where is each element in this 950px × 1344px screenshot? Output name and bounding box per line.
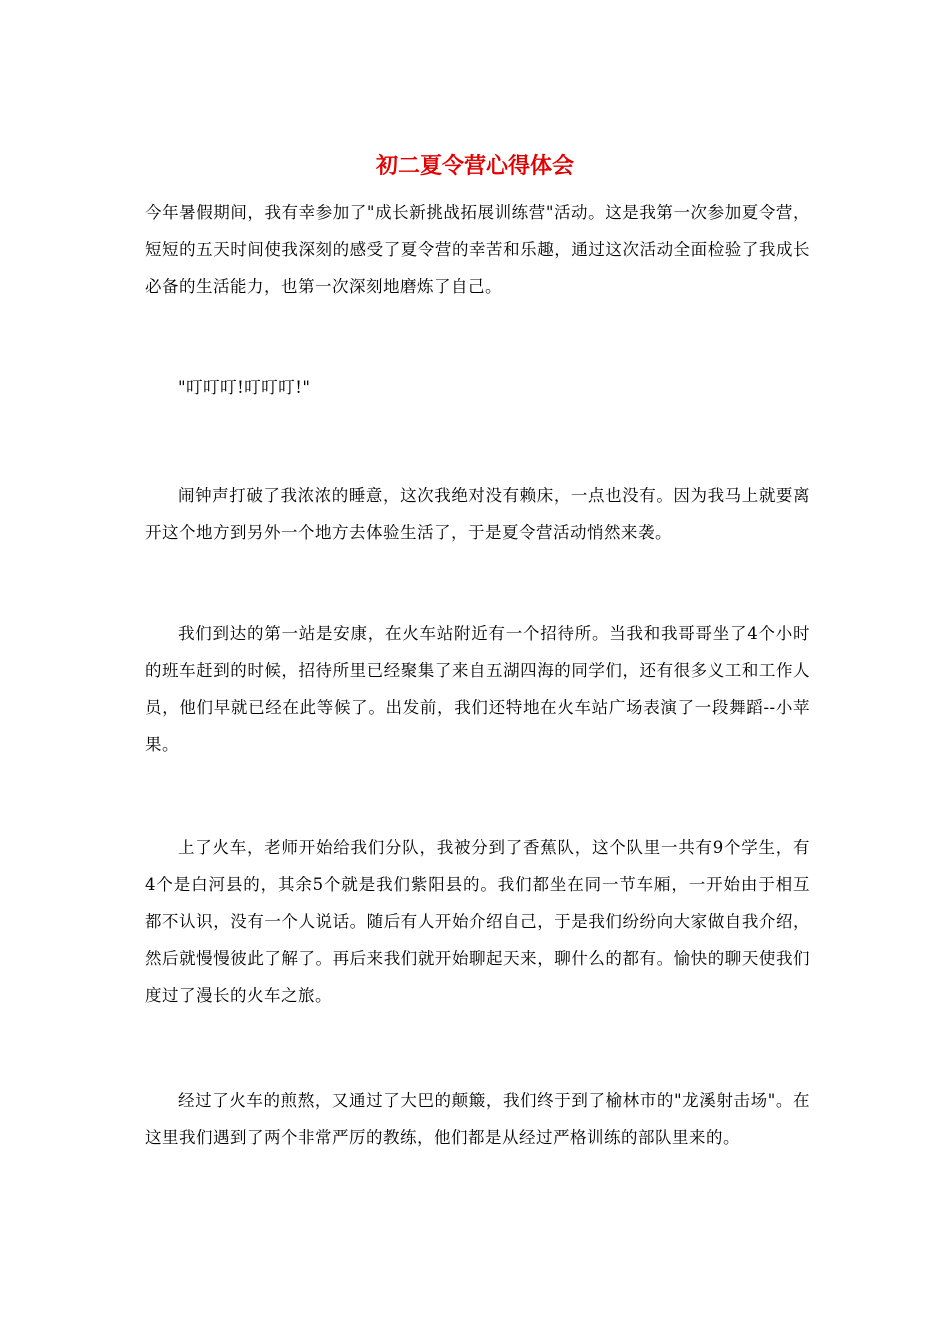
document-title: 初二夏令营心得体会 [375, 154, 574, 179]
paragraph-alarm-clock: 闹钟声打破了我浓浓的睡意，这次我绝对没有赖床，一点也没有。因为我马上就要离开这个地方到另外一个地方去体验生活了，于是夏令营活动悄然来袭。 [145, 486, 810, 542]
paragraph-shooting-range: 经过了火车的煎熬，又通过了大巴的颠簸，我们终于到了榆林市的"龙溪射击场"。在这里我们遇到了两个非常严厉的教练，他们都是从经过严格训练的部队里来的。 [145, 1091, 810, 1147]
paragraph-first-stop: 我们到达的第一站是安康，在火车站附近有一个招待所。当我和我哥哥坐了4个小时的班车赶到的时候，招待所里已经聚集了来自五湖四海的同学们，还有很多义工和工作人员，他们早就已经在此等候了。出发前，我们还特地在火车站广场表演了一段舞蹈--小苹果。 [145, 624, 810, 754]
paragraph-alarm-sound: "叮叮叮!叮叮叮!" [178, 378, 311, 397]
paragraph-intro: 今年暑假期间，我有幸参加了"成长新挑战拓展训练营"活动。这是我第一次参加夏令营，短短的五天时间使我深刻的感受了夏令营的幸苦和乐趣，通过这次活动全面检验了我成长必备的生活能力，也第一次深刻地磨炼了自己。 [145, 203, 810, 296]
paragraph-train: 上了火车，老师开始给我们分队，我被分到了香蕉队，这个队里一共有9个学生，有4个是白河县的，其余5个就是我们紫阳县的。我们都坐在同一节车厢，一开始由于相互都不认识，没有一个人说话。随后有人开始介绍自己，于是我们纷纷向大家做自我介绍，然后就慢慢彼此了解了。再后来我们就开始聊起天来，聊什么的都有。愉快的聊天使我们度过了漫长的火车之旅。 [145, 838, 810, 1005]
